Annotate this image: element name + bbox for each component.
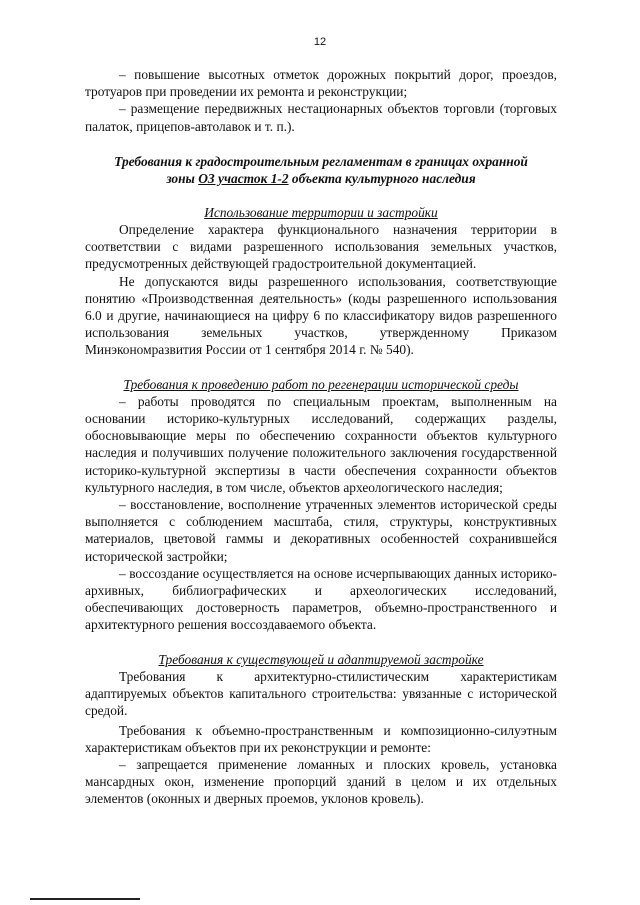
adapted-item-1: – запрещается применение ломанных и плоских кровель, установка мансардных окон, изменение пропорций зданий в целом и их отдельных элементов (оконных и дверных проемов, уклонов кровель). — [85, 756, 557, 807]
section-heading-line-2 — [85, 170, 557, 187]
usage-paragraph-2: Не допускаются виды разрешенного использования, соответствующие понятию «Производственная деятельность» (коды разрешенного использования 6.0 и другие, начинающиеся на цифру 6 по классификатору видов разрешенного использования земельных участков, утвержденному Приказом Минэкономразвития России от 1 сентября 2014 г. № 540). — [85, 273, 557, 358]
adapted-paragraph-1: Требования к архитектурно-стилистическим характеристикам адаптируемых объектов капитального строительства: увязанные с исторической средой. — [85, 668, 557, 719]
section-heading-line-1: Требования к градостроительным регламентам в границах охранной — [114, 153, 528, 169]
section-heading-pre: зоны — [166, 170, 199, 186]
page-number: 12 — [313, 36, 327, 48]
adapted-paragraph-2: Требования к объемно-пространственным и композиционно-силуэтным характеристикам объектов при их реконструкции и ремонте: — [85, 722, 557, 755]
usage-title: Использование территории и застройки — [204, 204, 438, 220]
regeneration-item-1: – работы проводятся по специальным проектам, выполненным на основании историко-культурных исследований, содержащих разделы, обосновывающие меры по обеспечению сохранности объектов культурного наследия и получивших получение положительного заключения государственной историко-культурной экспертизы в части обеспечения сохранности объектов культурного наследия, в том числе, объектов археологического наследия; — [85, 393, 557, 495]
section-heading-zone: ОЗ участок 1-2 — [198, 170, 289, 186]
footer-rule — [30, 898, 140, 900]
intro-item-1: – повышение высотных отметок дорожных покрытий дорог, проездов, тротуаров при проведении их ремонта и реконструкции; — [85, 67, 557, 100]
regeneration-item-2: – восстановление, восполнение утраченных элементов исторической среды выполняется с соблюдением масштаба, стиля, структуры, конструктивных материалов, цветовой гаммы и декоративных особенностей сохранившейся исторической застройки; — [85, 497, 557, 564]
regeneration-item-3: – воссоздание осуществляется на основе исчерпывающих данных историко-архивных, библиографических и археологических исследований, обеспечивающих достоверность параметров, объемно-пространственного и архитектурного решения воссоздаваемого объекта. — [85, 565, 557, 633]
page-content — [85, 66, 557, 808]
usage-paragraph-1: Определение характера функционального назначения территории в соответствии с видами разрешенного использования земельных участков, предусмотренных действующей градостроительной документацией. — [85, 222, 557, 272]
section-heading — [85, 153, 557, 187]
section-heading-post: объекта культурного наследия — [288, 170, 476, 186]
regeneration-title: Требования к проведению работ по регенерации исторической среды — [123, 376, 519, 392]
intro-item-2: – размещение передвижных нестационарных объектов торговли (торговых палаток, прицепов-автолавок и т. п.). — [85, 101, 557, 134]
adapted-title: Требования к существующей и адаптируемой застройке — [158, 651, 484, 667]
